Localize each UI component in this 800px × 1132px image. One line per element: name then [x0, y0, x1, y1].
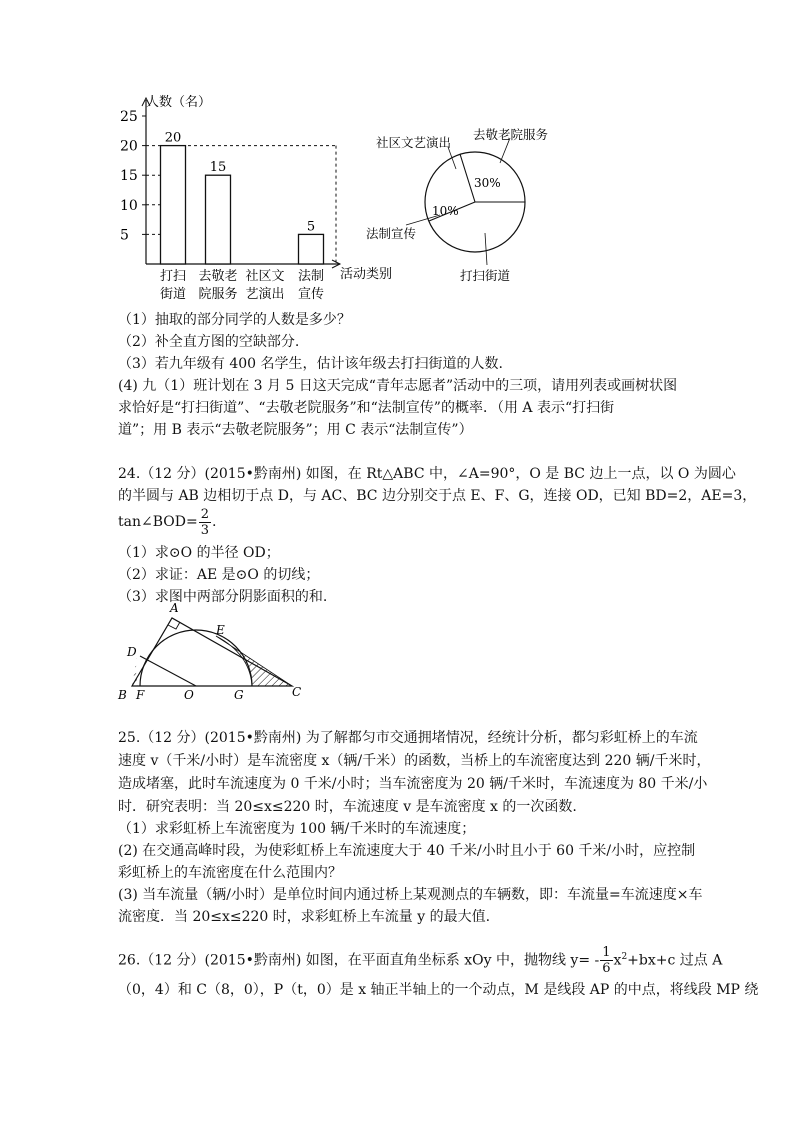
pie-chart: [360, 125, 590, 290]
bar-category-label: 打扫: [159, 269, 187, 284]
segment-od: [140, 656, 196, 686]
pie-percent-elderly: 30%: [474, 176, 501, 190]
bar-category-label: 街道: [159, 287, 187, 302]
q23-item-1: （1）抽取的部分同学的人数是多少？: [118, 312, 351, 328]
bar-data-label: 15: [209, 160, 227, 176]
q24-tan-line: [118, 505, 698, 539]
q24-item-1: （1）求⊙O 的半径 OD；: [118, 545, 280, 561]
bar-y-tick-label: 25: [120, 109, 138, 125]
q23-item-4-line3: 道”；用 B 表示“去敬老院服务”；用 C 表示“法制宣传”）: [118, 422, 473, 438]
q24-geometry-figure: [112, 598, 312, 700]
pie-label-street: 打扫街道: [460, 268, 511, 283]
bar-chart-xlabel: 活动类别: [340, 267, 393, 282]
right-angle-mark: [168, 622, 180, 629]
pie-label-community: 社区文艺演出: [376, 135, 452, 150]
pie-percent-law: 10%: [432, 204, 459, 218]
q24-tan-suffix: .: [211, 514, 217, 530]
shade-near-c: [216, 636, 292, 686]
bar-y-tick-label: 10: [120, 197, 138, 214]
q25-item-2-line2: 彩虹桥上的车流密度在什么范围内？: [118, 865, 342, 881]
q26-suffix: +bx+c 过点 A: [627, 952, 723, 969]
bar-rect: [161, 146, 186, 264]
bar-category-label: 院服务: [198, 287, 238, 302]
q23-item-3: （3）若九年级有 400 名学生，估计该年级去打扫街道的人数.: [118, 356, 503, 372]
semicircle-arc: [140, 630, 252, 686]
q26-exponent: 2: [621, 952, 628, 962]
label-b: B: [118, 688, 127, 700]
q25-line-2: 速度 v（千米/小时）是车流密度 x（辆/千米）的函数，当桥上的车流密度达到 220 辆/千米时，: [118, 753, 711, 769]
label-c: C: [292, 685, 302, 699]
q25-line-4: 时．研究表明：当 20≤x≤220 时，车流速度 v 是车流密度 x 的一次函数.: [118, 799, 577, 815]
label-f: F: [136, 688, 145, 700]
pie-label-elderly: 去敬老院服务: [473, 127, 549, 142]
pie-divider-top: [460, 154, 475, 202]
bar-category-label: 社区文: [245, 269, 285, 284]
bar-y-tick-label: 5: [120, 227, 129, 244]
q26-line-1: [118, 940, 723, 978]
label-a: A: [170, 601, 179, 615]
q24-line-1: 24.（12 分）(2015•黔南州) 如图，在 Rt△ABC 中，∠A=90°，O 是 BC 边上一点，以 O 为圆心: [118, 466, 736, 482]
q26-x: x: [613, 952, 622, 969]
pie-leader-community: [448, 147, 456, 169]
bar-category-label: 艺演出: [245, 287, 285, 302]
q24-line-2: 的半圆与 AB 边相切于点 D，与 AC、BC 边分别交于点 E、F、G，连接 OD，已知 BD=2，AE=3，: [118, 488, 757, 504]
bar-y-tick-label: 15: [120, 168, 138, 185]
bar-y-tick-label: 20: [120, 138, 138, 155]
q26-frac-den: 6: [602, 961, 611, 977]
label-d: D: [127, 645, 137, 659]
q25-item-3-line2: 流密度．当 20≤x≤220 时，求彩虹桥上车流量 y 的最大值.: [118, 909, 491, 925]
q24-tan-num: 2: [200, 506, 209, 522]
q26-frac-num: 1: [602, 945, 611, 961]
pie-leader-street: [485, 233, 487, 265]
label-o: O: [184, 688, 194, 700]
q23-item-2: （2）补全直方图的空缺部分.: [118, 334, 300, 350]
q23-item-4-line2: 求恰好是“打扫街道”、“去敬老院服务”和“法制宣传”的概率．（用 A 表示“打扫街: [118, 400, 615, 416]
q25-item-1: （1）求彩虹桥上车流密度为 100 辆/千米时的车流速度；: [118, 821, 476, 837]
q25-item-3-line1: (3) 当车流量（辆/小时）是单位时间内通过桥上某观测点的车辆数，即：车流量=车流速度×车: [118, 887, 703, 903]
bar-rect: [206, 175, 231, 264]
q26-fraction: [600, 945, 612, 976]
q25-line-3: 造成堵塞，此时车流速度为 0 千米/小时；当车流密度为 20 辆/千米时，车流速度为 80 千米/小: [118, 776, 708, 792]
q24-tan-prefix: tan∠BOD=: [118, 514, 198, 530]
bar-category-label: 法制: [297, 269, 325, 284]
bar-data-label: 20: [164, 130, 182, 146]
q24-item-3: （3）求图中两部分阴影面积的和.: [118, 589, 328, 605]
q23-item-4-line1: (4) 九（1）班计划在 3 月 5 日这天完成“青年志愿者”活动中的三项，请用列表或画树状图: [118, 378, 678, 394]
label-e: E: [216, 623, 225, 637]
q25-item-2-line1: (2) 在交通高峰时段，为使彩虹桥上车流速度大于 40 千米/小时且小于 60 千米/小时，应控制: [118, 843, 696, 859]
bar-data-label: 5: [306, 219, 316, 235]
bar-category-label: 去敬老: [198, 269, 238, 284]
q24-item-2: （2）求证：AE 是⊙O 的切线；: [118, 567, 320, 583]
label-g: G: [234, 688, 244, 700]
q25-line-1: 25.（12 分）(2015•黔南州) 为了解都匀市交通拥堵情况，经统计分析，都匀彩虹桥上的车流: [118, 730, 698, 746]
bar-chart-ylabel: 人数（名）: [146, 95, 212, 110]
bar-rect: [299, 234, 324, 264]
q26-line-2: （0，4）和 C（8，0），P（t，0）是 x 轴正半轴上的一个动点，M 是线段 AP 的中点，将线段 MP 绕: [118, 982, 759, 998]
q24-tan-den: 3: [200, 522, 209, 538]
pie-label-law: 法制宣传: [366, 226, 417, 241]
bar-category-label: 宣传: [297, 287, 325, 302]
q26-prefix: 26.（12 分）(2015•黔南州) 如图，在平面直角坐标系 xOy 中，抛物线 y= -: [118, 952, 600, 969]
q24-tan-fraction: [199, 507, 211, 538]
